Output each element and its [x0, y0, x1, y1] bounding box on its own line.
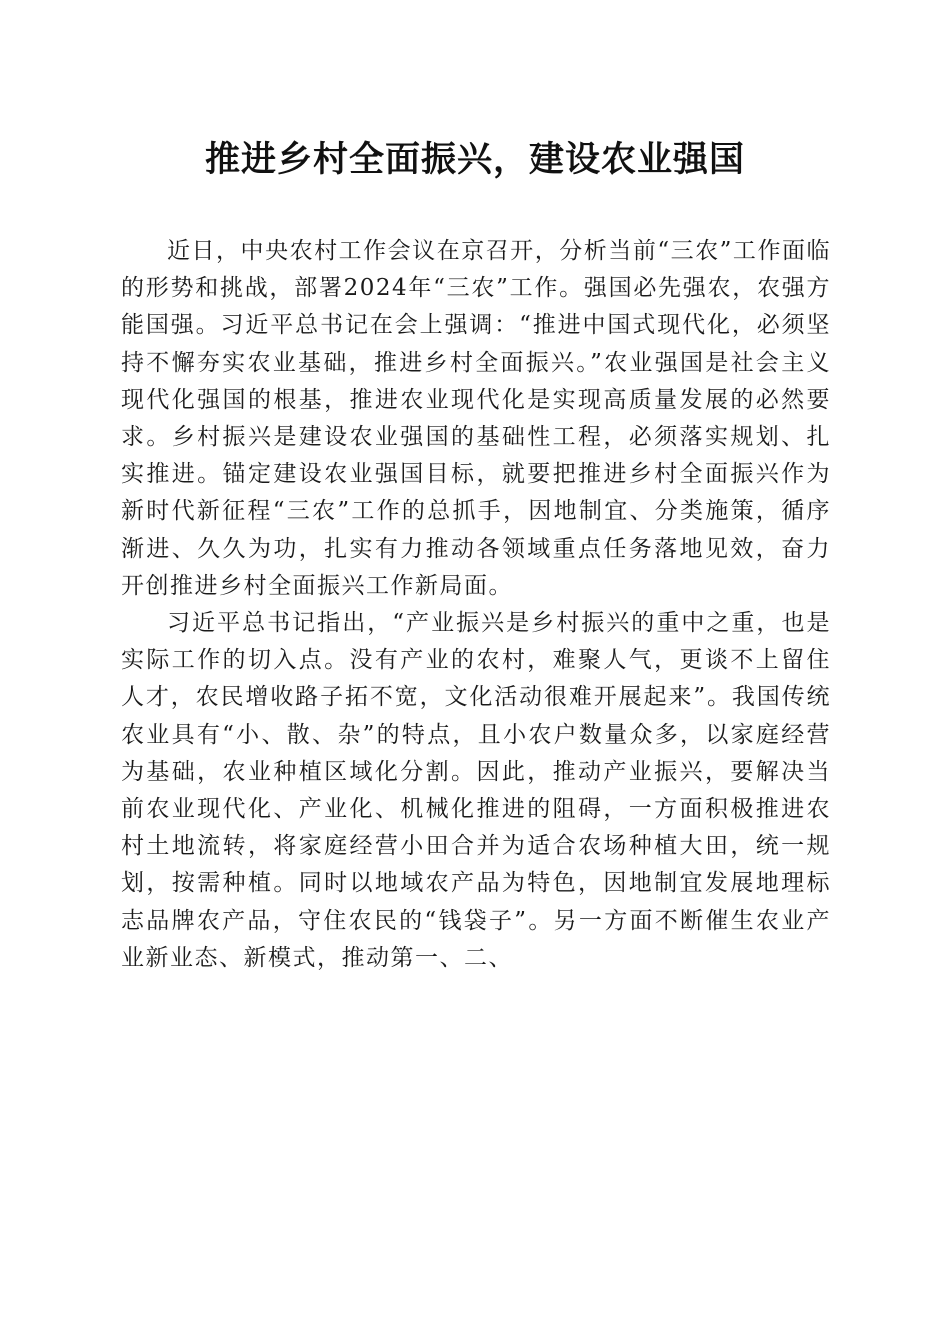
document-body [121, 233, 831, 977]
paragraph: 习近平总书记指出，“产业振兴是乡村振兴的重中之重，也是实际工作的切入点。没有产业的农村，难聚人气，更谈不上留住人才，农民增收路子拓不宽，文化活动很难开展起来”。我国传统农业具有“小、散、杂”的特点，且小农户数量众多，以家庭经营为基础，农业种植区域化分割。因此，推动产业振兴，要解决当前农业现代化、产业化、机械化推进的阻碍，一方面积极推进农村土地流转，将家庭经营小田合并为适合农场种植大田，统一规划，按需种植。同时以地域农产品为特色，因地制宜发展地理标志品牌农产品，守住农民的“钱袋子”。另一方面不断催生农业产业新业态、新模式，推动第一、二、 [121, 610, 831, 971]
document-title: 推进乡村全面振兴，建设农业强国 [204, 139, 745, 180]
paragraph: 近日，中央农村工作会议在京召开，分析当前“三农”工作面临的形势和挑战，部署2024年“三农”工作。强国必先强农，农强方能国强。习近平总书记在会上强调：“推进中国式现代化，必须坚持不懈夯实农业基础，推进乡村全面振兴。”农业强国是社会主义现代化强国的根基，推进农业现代化是实现高质量发展的必然要求。乡村振兴是建设农业强国的基础性工程，必须落实规划、扎实推进。锚定建设农业强国目标，就要把推进乡村全面振兴作为新时代新征程“三农”工作的总抓手，因地制宜、分类施策，循序渐进、久久为功，扎实有力推动各领域重点任务落地见效，奋力开创推进乡村全面振兴工作新局面。 [121, 238, 831, 599]
